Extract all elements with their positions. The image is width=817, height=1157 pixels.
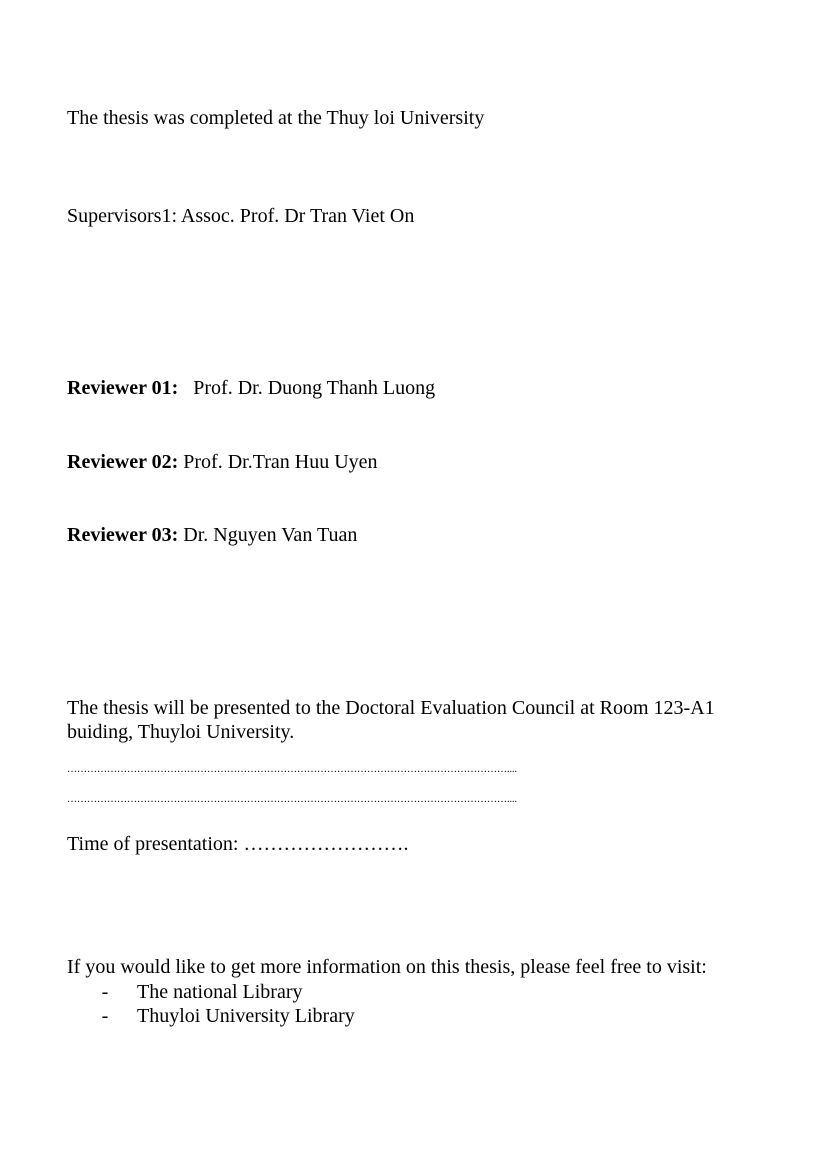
reviewer-02-name: Prof. Dr.Tran Huu Uyen xyxy=(183,451,378,473)
reviewer-03-name: Dr. Nguyen Van Tuan xyxy=(183,524,358,546)
list-item-text: The national Library xyxy=(137,981,303,1003)
supervisors-line: Supervisors1: Assoc. Prof. Dr Tran Viet On xyxy=(67,205,415,227)
reviewer-02-label: Reviewer 02: xyxy=(67,451,179,473)
dotted-fill-line-1: …………………………………………………………………………………………………………………….... xyxy=(67,764,517,775)
completion-statement: The thesis was completed at the Thuy loi University xyxy=(67,107,485,129)
time-of-presentation-label: Time of presentation: ……………………. xyxy=(67,833,409,855)
presentation-line-1: The thesis will be presented to the Doctoral Evaluation Council at Room 123-A1 xyxy=(67,697,715,719)
reviewer-03-label: Reviewer 03: xyxy=(67,524,179,546)
list-item xyxy=(67,980,303,1004)
reviewer-01-label: Reviewer 01: xyxy=(67,377,179,399)
list-bullet: - xyxy=(101,981,109,1003)
list-item xyxy=(67,1004,355,1028)
list-item-text: Thuyloi University Library xyxy=(137,1005,355,1027)
reviewer-03-line xyxy=(67,523,357,547)
reviewer-02-line xyxy=(67,450,378,474)
presentation-line-2: buiding, Thuyloi University. xyxy=(67,721,295,743)
dotted-fill-line-2: …………………………………………………………………………………………………………………….... xyxy=(67,794,517,805)
reviewer-01-line xyxy=(67,376,435,400)
reviewer-01-name: Prof. Dr. Duong Thanh Luong xyxy=(193,377,436,399)
time-of-presentation xyxy=(67,832,408,856)
more-info-line: If you would like to get more information on this thesis, please feel free to visit: xyxy=(67,956,707,978)
list-bullet: - xyxy=(101,1005,109,1027)
